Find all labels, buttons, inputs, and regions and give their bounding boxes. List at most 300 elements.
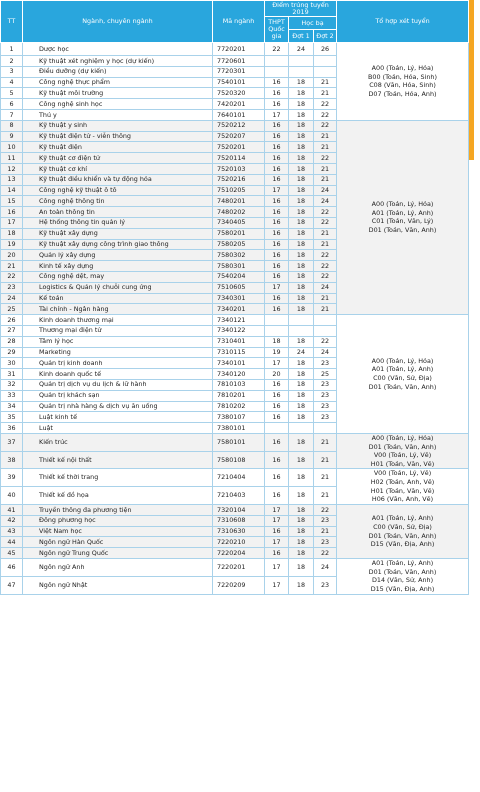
- major-code: 7320104: [213, 505, 265, 516]
- major-code: 7220204: [213, 548, 265, 559]
- subject-combo: D07 (Toán, Hóa, Anh): [368, 90, 437, 99]
- row-number: 22: [1, 271, 23, 282]
- subject-combos: [337, 315, 469, 434]
- row-number: 37: [1, 433, 23, 451]
- score-thpt: 16: [265, 379, 289, 390]
- score-dot-2: 21: [314, 174, 337, 185]
- row-number: 8: [1, 120, 23, 131]
- score-dot-1: 24: [289, 347, 314, 358]
- header-nganh: Ngành, chuyên ngành: [23, 1, 213, 43]
- major-code: 7580201: [213, 228, 265, 239]
- subject-combos: [337, 469, 469, 505]
- score-thpt: 19: [265, 347, 289, 358]
- major-code: 7480202: [213, 207, 265, 218]
- major-name: Kỹ thuật xây dựng: [23, 228, 213, 239]
- score-dot-1: 18: [289, 250, 314, 261]
- score-dot-1: 18: [289, 304, 314, 315]
- score-dot-1: 18: [289, 185, 314, 196]
- score-dot-2: [314, 423, 337, 434]
- header-to-hop: Tổ hợp xét tuyển: [337, 1, 469, 43]
- score-dot-2: 22: [314, 120, 337, 131]
- row-number: 43: [1, 526, 23, 537]
- subject-combo: C00 (Văn, Sử, Địa): [373, 522, 432, 531]
- row-number: 47: [1, 576, 23, 594]
- score-dot-1: 18: [289, 142, 314, 153]
- major-name: Điều dưỡng (dự kiến): [23, 66, 213, 77]
- row-number: 45: [1, 548, 23, 559]
- row-group: [1, 433, 469, 469]
- row-number: 5: [1, 88, 23, 99]
- score-thpt: 16: [265, 174, 289, 185]
- major-code: 7340201: [213, 304, 265, 315]
- score-dot-1: 18: [289, 526, 314, 537]
- score-dot-2: 21: [314, 131, 337, 142]
- major-name: Hệ thống thông tin quản lý: [23, 217, 213, 228]
- score-dot-1: 18: [289, 131, 314, 142]
- major-name: Thiết kế đồ họa: [23, 487, 213, 505]
- subject-combos: [337, 505, 469, 559]
- score-dot-2: 21: [314, 304, 337, 315]
- subject-combo: H06 (Văn, Anh, Vẽ): [371, 495, 434, 504]
- major-code: 7520201: [213, 142, 265, 153]
- score-thpt: 16: [265, 207, 289, 218]
- score-dot-1: 18: [289, 576, 314, 594]
- major-name: Công nghệ thực phẩm: [23, 77, 213, 88]
- major-code: 7210404: [213, 469, 265, 487]
- score-dot-1: 18: [289, 487, 314, 505]
- subject-combo: A01 (Toán, Lý, Anh): [371, 365, 434, 374]
- score-dot-2: 24: [314, 559, 337, 577]
- row-number: 29: [1, 347, 23, 358]
- score-dot-2: 21: [314, 228, 337, 239]
- score-dot-2: 21: [314, 239, 337, 250]
- major-code: 7720301: [213, 66, 265, 77]
- row-number: 42: [1, 515, 23, 526]
- score-dot-2: 22: [314, 505, 337, 516]
- score-dot-1: 18: [289, 163, 314, 174]
- row-group: [1, 120, 469, 314]
- score-thpt: 17: [265, 282, 289, 293]
- subject-combos: [337, 43, 469, 121]
- subject-combo: H01 (Toán, Văn, Vẽ): [370, 459, 435, 468]
- score-dot-1: [289, 423, 314, 434]
- score-dot-2: 23: [314, 358, 337, 369]
- major-code: 7310608: [213, 515, 265, 526]
- score-dot-1: 18: [289, 271, 314, 282]
- score-thpt: 17: [265, 537, 289, 548]
- score-dot-1: 18: [289, 451, 314, 469]
- score-dot-2: 26: [314, 43, 337, 56]
- table-row: [1, 505, 469, 516]
- score-dot-2: 23: [314, 401, 337, 412]
- subject-combos: [337, 559, 469, 595]
- score-dot-2: 21: [314, 293, 337, 304]
- major-name: Kỹ thuật điều khiển và tự động hóa: [23, 174, 213, 185]
- header-ma-nganh: Mã ngành: [213, 1, 265, 43]
- score-dot-2: [314, 315, 337, 326]
- score-dot-1: [289, 66, 314, 77]
- major-code: 7810201: [213, 390, 265, 401]
- score-dot-2: 23: [314, 576, 337, 594]
- score-dot-1: 18: [289, 109, 314, 120]
- score-dot-1: 18: [289, 559, 314, 577]
- major-name: Dược học: [23, 43, 213, 56]
- major-name: Quản trị kinh doanh: [23, 358, 213, 369]
- score-thpt: 18: [265, 336, 289, 347]
- major-code: 7310630: [213, 526, 265, 537]
- row-number: 7: [1, 109, 23, 120]
- major-code: 7520207: [213, 131, 265, 142]
- row-number: 18: [1, 228, 23, 239]
- orange-edge-decoration: [469, 0, 474, 160]
- row-number: 30: [1, 358, 23, 369]
- major-name: Tâm lý học: [23, 336, 213, 347]
- score-thpt: 16: [265, 469, 289, 487]
- score-dot-2: 24: [314, 347, 337, 358]
- row-group: [1, 559, 469, 595]
- score-thpt: 16: [265, 271, 289, 282]
- major-name: Quản trị khách sạn: [23, 390, 213, 401]
- major-code: 7640101: [213, 109, 265, 120]
- row-number: 28: [1, 336, 23, 347]
- subject-combo: A01 (Toán, Lý, Anh): [371, 208, 434, 217]
- score-dot-2: 21: [314, 433, 337, 451]
- score-dot-2: [314, 325, 337, 336]
- major-code: 7720601: [213, 56, 265, 67]
- score-dot-2: 22: [314, 207, 337, 218]
- major-code: 7520114: [213, 153, 265, 164]
- score-dot-1: 18: [289, 293, 314, 304]
- major-code: 7580101: [213, 433, 265, 451]
- major-name: Công nghệ dệt, may: [23, 271, 213, 282]
- score-dot-2: [314, 66, 337, 77]
- header-tt: TT: [1, 1, 23, 43]
- score-thpt: 16: [265, 261, 289, 272]
- subject-combo: C00 (Văn, Sử, Địa): [373, 374, 432, 382]
- subject-combo: A01 (Toán, Lý, Anh): [371, 514, 434, 523]
- major-code: 7420201: [213, 99, 265, 110]
- subject-combos: [337, 120, 469, 314]
- score-dot-1: 18: [289, 537, 314, 548]
- major-code: 7380107: [213, 412, 265, 423]
- score-dot-1: 18: [289, 401, 314, 412]
- score-dot-2: 22: [314, 336, 337, 347]
- major-name: Quản trị dịch vụ du lịch & lữ hành: [23, 379, 213, 390]
- table-row: [1, 315, 469, 326]
- subject-combo: D01 (Toán, Văn, Anh): [368, 382, 437, 391]
- major-name: Đông phương học: [23, 515, 213, 526]
- table-row: [1, 559, 469, 577]
- row-number: 33: [1, 390, 23, 401]
- score-dot-2: 21: [314, 487, 337, 505]
- major-code: 7480201: [213, 196, 265, 207]
- score-dot-1: 18: [289, 217, 314, 228]
- row-group: [1, 469, 469, 505]
- score-thpt: 16: [265, 163, 289, 174]
- score-dot-1: 24: [289, 43, 314, 56]
- score-dot-2: 21: [314, 163, 337, 174]
- score-thpt: 16: [265, 390, 289, 401]
- score-thpt: 16: [265, 120, 289, 131]
- major-name: Luật: [23, 423, 213, 434]
- score-dot-1: 18: [289, 207, 314, 218]
- major-name: Công nghệ sinh học: [23, 99, 213, 110]
- score-dot-2: 23: [314, 537, 337, 548]
- score-thpt: 16: [265, 304, 289, 315]
- subject-combo: D01 (Toán, Văn, Anh): [368, 226, 437, 235]
- major-name: Kinh tế xây dựng: [23, 261, 213, 272]
- score-dot-1: 18: [289, 515, 314, 526]
- major-code: 7520320: [213, 88, 265, 99]
- major-name: Công nghệ thông tin: [23, 196, 213, 207]
- row-number: 10: [1, 142, 23, 153]
- row-group: [1, 505, 469, 559]
- major-code: 7720201: [213, 43, 265, 56]
- score-thpt: 17: [265, 559, 289, 577]
- row-number: 44: [1, 537, 23, 548]
- score-thpt: 16: [265, 401, 289, 412]
- major-code: 7580301: [213, 261, 265, 272]
- score-thpt: 17: [265, 358, 289, 369]
- major-code: 7520103: [213, 163, 265, 174]
- score-dot-2: 21: [314, 469, 337, 487]
- score-thpt: 16: [265, 433, 289, 451]
- row-number: 46: [1, 559, 23, 577]
- score-dot-1: 18: [289, 379, 314, 390]
- header-dot-1: Đợt 1: [289, 30, 314, 43]
- row-number: 25: [1, 304, 23, 315]
- subject-combo: V00 (Toán, Lý, Vẽ): [373, 451, 432, 460]
- score-dot-2: 22: [314, 261, 337, 272]
- row-group: [1, 43, 469, 121]
- table-row: [1, 433, 469, 451]
- row-number: 20: [1, 250, 23, 261]
- score-dot-2: 22: [314, 109, 337, 120]
- score-thpt: 16: [265, 412, 289, 423]
- subject-combo: H01 (Toán, Văn, Vẽ): [370, 486, 435, 495]
- subject-combo: D01 (Toán, Văn, Anh): [368, 442, 437, 451]
- score-thpt: 22: [265, 43, 289, 56]
- score-dot-1: 18: [289, 196, 314, 207]
- row-number: 24: [1, 293, 23, 304]
- score-dot-1: 18: [289, 548, 314, 559]
- score-dot-2: 21: [314, 77, 337, 88]
- score-dot-2: 22: [314, 271, 337, 282]
- major-name: Thú y: [23, 109, 213, 120]
- table-row: [1, 469, 469, 487]
- score-dot-2: 23: [314, 390, 337, 401]
- subject-combo: D01 (Toán, Văn, Anh): [368, 531, 437, 540]
- major-code: 7580108: [213, 451, 265, 469]
- major-code: 7340122: [213, 325, 265, 336]
- score-thpt: 16: [265, 250, 289, 261]
- major-code: 7220209: [213, 576, 265, 594]
- score-thpt: 17: [265, 109, 289, 120]
- score-dot-1: 18: [289, 261, 314, 272]
- score-thpt: 16: [265, 142, 289, 153]
- score-dot-2: 23: [314, 515, 337, 526]
- row-number: 6: [1, 99, 23, 110]
- score-dot-1: 18: [289, 369, 314, 380]
- major-code: 7340301: [213, 293, 265, 304]
- score-thpt: 17: [265, 515, 289, 526]
- major-code: 7340121: [213, 315, 265, 326]
- subject-combo: A00 (Toán, Lý, Hóa): [371, 64, 434, 73]
- score-dot-2: 22: [314, 99, 337, 110]
- score-thpt: [265, 315, 289, 326]
- table-row: [1, 43, 469, 56]
- score-thpt: 16: [265, 217, 289, 228]
- score-thpt: 17: [265, 505, 289, 516]
- major-name: Quản trị nhà hàng & dịch vụ ăn uống: [23, 401, 213, 412]
- score-dot-2: 21: [314, 88, 337, 99]
- score-dot-2: 25: [314, 369, 337, 380]
- major-name: Marketing: [23, 347, 213, 358]
- score-dot-2: 22: [314, 548, 337, 559]
- major-name: Ngôn ngữ Anh: [23, 559, 213, 577]
- score-dot-1: 18: [289, 358, 314, 369]
- score-thpt: 20: [265, 369, 289, 380]
- major-code: 7310401: [213, 336, 265, 347]
- major-code: 7220201: [213, 559, 265, 577]
- row-number: 40: [1, 487, 23, 505]
- major-code: 7380101: [213, 423, 265, 434]
- row-number: 38: [1, 451, 23, 469]
- score-thpt: 16: [265, 99, 289, 110]
- score-dot-1: 18: [289, 412, 314, 423]
- score-thpt: 16: [265, 293, 289, 304]
- row-number: 32: [1, 379, 23, 390]
- major-code: 7580205: [213, 239, 265, 250]
- score-dot-2: 23: [314, 379, 337, 390]
- score-dot-1: 18: [289, 120, 314, 131]
- major-name: Kỹ thuật điện: [23, 142, 213, 153]
- header-hoc-ba: Học bạ: [289, 17, 337, 30]
- score-thpt: 16: [265, 196, 289, 207]
- row-number: 16: [1, 207, 23, 218]
- major-name: Tài chính - Ngân hàng: [23, 304, 213, 315]
- major-code: 7810202: [213, 401, 265, 412]
- score-dot-2: 21: [314, 142, 337, 153]
- row-group: [1, 315, 469, 434]
- score-thpt: [265, 66, 289, 77]
- score-dot-1: 18: [289, 88, 314, 99]
- major-code: 7810103: [213, 379, 265, 390]
- score-dot-1: [289, 56, 314, 67]
- row-number: 34: [1, 401, 23, 412]
- subject-combos: [337, 433, 469, 469]
- score-dot-1: 18: [289, 282, 314, 293]
- major-name: Kỹ thuật cơ điện tử: [23, 153, 213, 164]
- major-code: 7510605: [213, 282, 265, 293]
- score-dot-1: 18: [289, 174, 314, 185]
- major-code: 7520212: [213, 120, 265, 131]
- score-dot-2: 22: [314, 217, 337, 228]
- score-thpt: [265, 423, 289, 434]
- score-dot-1: [289, 315, 314, 326]
- major-code: 7520216: [213, 174, 265, 185]
- major-name: Kỹ thuật cơ khí: [23, 163, 213, 174]
- score-dot-1: 18: [289, 336, 314, 347]
- major-name: Ngôn ngữ Hàn Quốc: [23, 537, 213, 548]
- subject-combo: D15 (Văn, Địa, Anh): [370, 584, 435, 593]
- major-name: Công nghệ kỹ thuật ô tô: [23, 185, 213, 196]
- major-code: 7510205: [213, 185, 265, 196]
- row-number: 1: [1, 43, 23, 56]
- major-code: 7310115: [213, 347, 265, 358]
- major-name: Kỹ thuật môi trường: [23, 88, 213, 99]
- score-thpt: 16: [265, 88, 289, 99]
- major-code: 7540101: [213, 77, 265, 88]
- subject-combo: A00 (Toán, Lý, Hóa): [371, 433, 434, 442]
- score-thpt: [265, 56, 289, 67]
- subject-combo: C01 (Toán, Văn, Lý): [371, 217, 434, 226]
- row-number: 21: [1, 261, 23, 272]
- score-dot-2: 21: [314, 526, 337, 537]
- score-dot-1: 18: [289, 77, 314, 88]
- subject-combo: C08 (Văn, Hóa, Sinh): [369, 81, 436, 90]
- subject-combo: D01 (Toán, Văn, Anh): [368, 567, 437, 576]
- score-dot-1: 18: [289, 469, 314, 487]
- score-thpt: [265, 325, 289, 336]
- score-dot-2: 22: [314, 250, 337, 261]
- major-name: Logistics & Quản lý chuỗi cung ứng: [23, 282, 213, 293]
- subject-combo: D15 (Văn, Địa, Anh): [370, 540, 435, 549]
- score-dot-2: 24: [314, 282, 337, 293]
- major-name: Kinh doanh thương mại: [23, 315, 213, 326]
- score-dot-1: 18: [289, 153, 314, 164]
- major-name: Kỹ thuật xây dựng công trình giao thông: [23, 239, 213, 250]
- score-thpt: 16: [265, 77, 289, 88]
- row-number: 9: [1, 131, 23, 142]
- row-number: 39: [1, 469, 23, 487]
- major-code: 7540204: [213, 271, 265, 282]
- subject-combo: B00 (Toán, Hóa, Sinh): [368, 72, 437, 81]
- score-thpt: 17: [265, 185, 289, 196]
- row-number: 31: [1, 369, 23, 380]
- major-name: An toàn thông tin: [23, 207, 213, 218]
- score-thpt: 16: [265, 131, 289, 142]
- subject-combo: V00 (Toán, Lý, Vẽ): [373, 469, 432, 478]
- score-dot-1: 18: [289, 390, 314, 401]
- row-number: 14: [1, 185, 23, 196]
- header-dot-2: Đợt 2: [314, 30, 337, 43]
- score-dot-2: 23: [314, 412, 337, 423]
- major-name: Luật kinh tế: [23, 412, 213, 423]
- row-number: 17: [1, 217, 23, 228]
- row-number: 2: [1, 56, 23, 67]
- score-dot-1: 18: [289, 228, 314, 239]
- major-name: Thiết kế nội thất: [23, 451, 213, 469]
- major-code: 7220210: [213, 537, 265, 548]
- major-name: Kinh doanh quốc tế: [23, 369, 213, 380]
- major-name: Thương mại điện tử: [23, 325, 213, 336]
- subject-combo: H02 (Toán, Anh, Vẽ): [370, 478, 435, 487]
- row-number: 26: [1, 315, 23, 326]
- score-dot-2: 22: [314, 153, 337, 164]
- score-dot-2: 24: [314, 185, 337, 196]
- row-number: 41: [1, 505, 23, 516]
- row-number: 19: [1, 239, 23, 250]
- header-thpt: THPT Quốc gia: [265, 17, 289, 43]
- score-dot-1: 18: [289, 505, 314, 516]
- score-thpt: 17: [265, 576, 289, 594]
- row-number: 12: [1, 163, 23, 174]
- row-number: 3: [1, 66, 23, 77]
- score-thpt: 16: [265, 548, 289, 559]
- major-name: Kỹ thuật y sinh: [23, 120, 213, 131]
- major-name: Kỹ thuật điện tử - viễn thông: [23, 131, 213, 142]
